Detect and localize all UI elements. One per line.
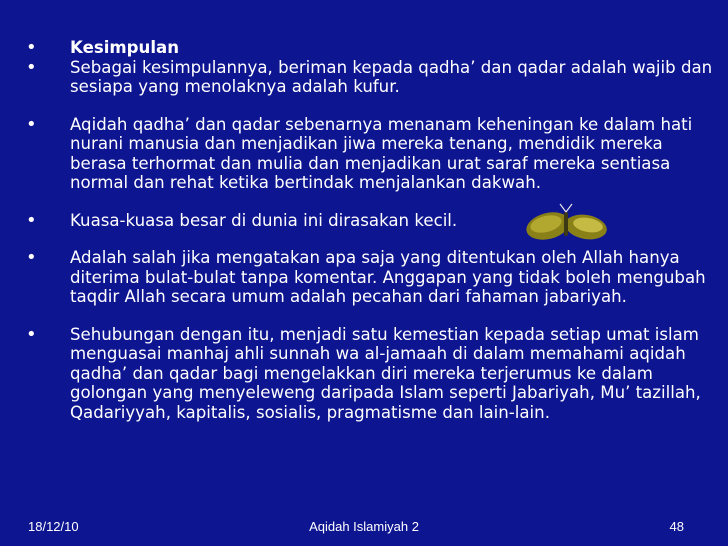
bullet-text: Kuasa-kuasa besar di dunia ini dirasakan kecil.: [70, 210, 458, 230]
bullet-list: [26, 38, 716, 422]
heading-text: Kesimpulan: [70, 38, 180, 57]
butterfly-icon: [524, 202, 608, 244]
bullet-dot-icon: •: [26, 323, 37, 345]
footer-page-number: 48: [669, 519, 684, 534]
bullet-text: Adalah salah jika mengatakan apa saja yang ditentukan oleh Allah hanya diterima bulat-bulat tanpa komentar. Anggapan yang tidak boleh mengubah taqdir Allah secara umum adalah pecahan dari fahaman jabariyah.: [70, 248, 706, 306]
bullet-item: [26, 115, 716, 193]
bullet-item-heading: [26, 38, 716, 58]
bullet-text: Sebagai kesimpulannya, beriman kepada qadha’ dan qadar adalah wajib dan sesiapa yang menolaknya adalah kufur.: [70, 57, 713, 96]
footer-date: 18/12/10: [28, 519, 79, 534]
bullet-text: Sehubungan dengan itu, menjadi satu kemestian kepada setiap umat islam menguasai manhaj ahli sunnah wa al-jamaah di dalam memahami aqidah qadha’ dan qadar bagi mengelakkan diri mereka terjerumus ke dalam golongan yang menyeleweng daripada Islam seperti Jabariyah, Mu’ tazillah, Qadariyyah, kapitalis, sosialis, pragmatisme dan lain-lain.: [70, 324, 701, 422]
bullet-dot-icon: •: [26, 209, 37, 231]
bullet-item: [26, 248, 716, 307]
bullet-dot-icon: •: [26, 247, 37, 268]
bullet-dot-icon: •: [26, 113, 37, 135]
bullet-dot-icon: •: [26, 37, 37, 58]
bullet-item: [26, 58, 716, 97]
bullet-item: [26, 211, 716, 231]
bullet-dot-icon: •: [26, 56, 37, 78]
footer-title: Aqidah Islamiyah 2: [309, 519, 419, 534]
bullet-item: [26, 325, 716, 423]
bullet-text: Aqidah qadha’ dan qadar sebenarnya menanam keheningan ke dalam hati nurani manusia dan menjadikan jiwa mereka tenang, mendidik mereka berasa terhormat dan mulia dan menjadikan urat saraf mereka sentiasa normal dan rehat ketika bertindak menjalankan dakwah.: [70, 114, 693, 192]
